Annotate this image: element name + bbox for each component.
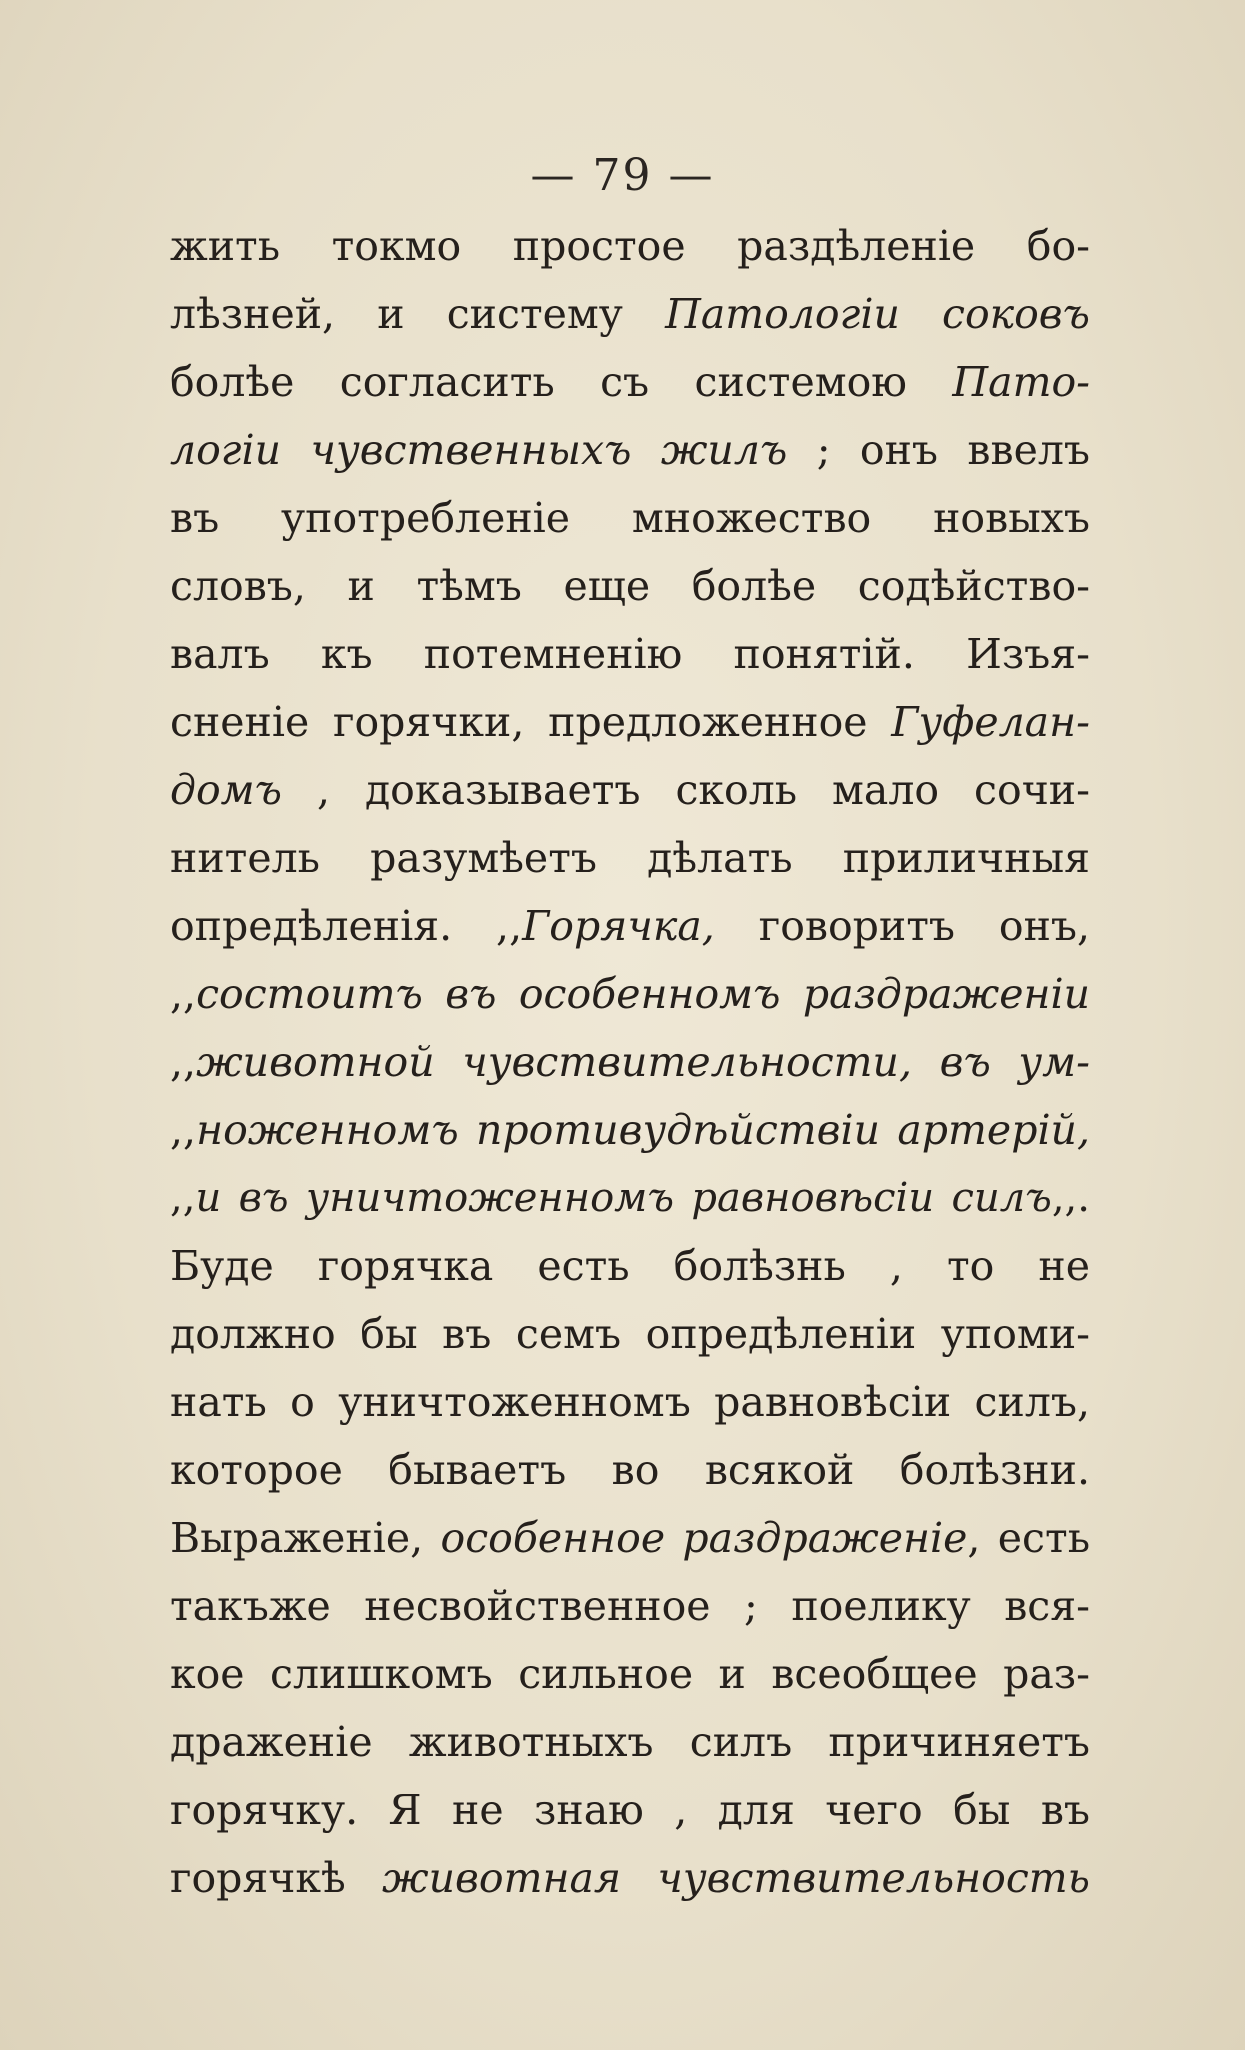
text-segment bbox=[912, 1038, 940, 1086]
text-line bbox=[170, 1368, 1090, 1436]
italic-text: Горячка, bbox=[522, 902, 715, 950]
text-line bbox=[170, 960, 1090, 1028]
text-segment: горячку. Я не знаю , для чего бы въ bbox=[170, 1786, 1090, 1834]
text-line bbox=[170, 348, 1090, 416]
text-segment: горячкѣ bbox=[170, 1854, 383, 1902]
italic-text: состоитъ въ особенномъ раздраженіи bbox=[196, 970, 1090, 1018]
text-line bbox=[170, 892, 1090, 960]
text-segment: говоритъ онъ, bbox=[714, 902, 1091, 950]
text-segment: лѣзней, и систему bbox=[170, 290, 666, 338]
text-segment: Буде горячка есть болѣзнь , то не bbox=[170, 1242, 1090, 1290]
text-segment: сненіе горячки, предложенное bbox=[170, 698, 892, 746]
text-segment: ,, bbox=[170, 1106, 197, 1154]
italic-text: животной чувствительности, bbox=[196, 1038, 912, 1086]
text-segment: болѣе согласить съ системою bbox=[170, 358, 953, 406]
body-text bbox=[170, 212, 1090, 1912]
text-line bbox=[170, 484, 1090, 552]
text-line bbox=[170, 416, 1090, 484]
text-segment: ,, bbox=[170, 1038, 197, 1086]
text-line bbox=[170, 1028, 1090, 1096]
text-segment: нать о уничтоженномъ равновѣсіи силъ, bbox=[170, 1378, 1090, 1426]
text-segment: ,, bbox=[170, 1175, 196, 1221]
text-segment: Выраженіе, bbox=[170, 1514, 441, 1562]
text-line bbox=[170, 756, 1090, 824]
text-line bbox=[170, 1640, 1090, 1708]
italic-text: въ ум- bbox=[939, 1038, 1090, 1086]
text-line bbox=[170, 1708, 1090, 1776]
text-segment: ; онъ ввелъ bbox=[787, 426, 1090, 474]
text-line bbox=[170, 824, 1090, 892]
text-line bbox=[170, 688, 1090, 756]
text-line bbox=[170, 1164, 1090, 1232]
italic-text: и въ уничтоженномъ равновѣсіи силъ bbox=[195, 1175, 1052, 1221]
text-line bbox=[170, 552, 1090, 620]
text-segment: такъже несвойственное ; поелику вся- bbox=[170, 1582, 1090, 1630]
text-segment: , доказываетъ сколь мало сочи- bbox=[282, 766, 1090, 814]
text-line bbox=[170, 1844, 1090, 1912]
text-line bbox=[170, 1300, 1090, 1368]
text-segment: валъ къ потемненію понятій. Изъя- bbox=[170, 630, 1090, 678]
text-segment: ,,. bbox=[1051, 1175, 1090, 1221]
italic-text: домъ bbox=[170, 766, 282, 814]
text-line bbox=[170, 212, 1090, 280]
text-segment: жить токмо простое раздѣленіе бо- bbox=[170, 222, 1090, 270]
italic-text: Гуфелан- bbox=[891, 698, 1090, 746]
text-line bbox=[170, 1572, 1090, 1640]
text-line bbox=[170, 280, 1090, 348]
text-segment: ,, bbox=[170, 970, 197, 1018]
text-segment: въ употребленіе множество новыхъ bbox=[170, 494, 1090, 542]
text-segment: нитель разумѣетъ дѣлать приличныя bbox=[170, 834, 1090, 882]
text-line bbox=[170, 1232, 1090, 1300]
text-line bbox=[170, 1096, 1090, 1164]
text-segment: кое слишкомъ сильное и всеобщее раз- bbox=[170, 1650, 1090, 1698]
text-segment: драженіе животныхъ силъ причиняетъ bbox=[170, 1718, 1090, 1766]
italic-text: животная чувствительность bbox=[382, 1854, 1091, 1902]
page-number: — 79 — bbox=[530, 150, 715, 201]
italic-text: особенное раздраженіе bbox=[440, 1514, 968, 1562]
italic-text: ноженномъ противудѣйствіи артерій, bbox=[196, 1106, 1090, 1154]
text-line bbox=[170, 1436, 1090, 1504]
italic-text: логіи чувственныхъ жилъ bbox=[170, 426, 788, 474]
italic-text: Патологіи соковъ bbox=[665, 290, 1091, 338]
text-segment: должно бы въ семъ опредѣленіи упоми- bbox=[170, 1310, 1090, 1358]
text-line bbox=[170, 620, 1090, 688]
text-line bbox=[170, 1776, 1090, 1844]
text-line bbox=[170, 1504, 1090, 1572]
text-segment: словъ, и тѣмъ еще болѣе содѣйство- bbox=[170, 562, 1090, 610]
text-segment: опредѣленія. ,, bbox=[170, 902, 523, 950]
text-segment: , есть bbox=[967, 1514, 1091, 1562]
italic-text: Пато- bbox=[952, 358, 1090, 406]
text-segment: которое бываетъ во всякой болѣзни. bbox=[170, 1446, 1090, 1494]
